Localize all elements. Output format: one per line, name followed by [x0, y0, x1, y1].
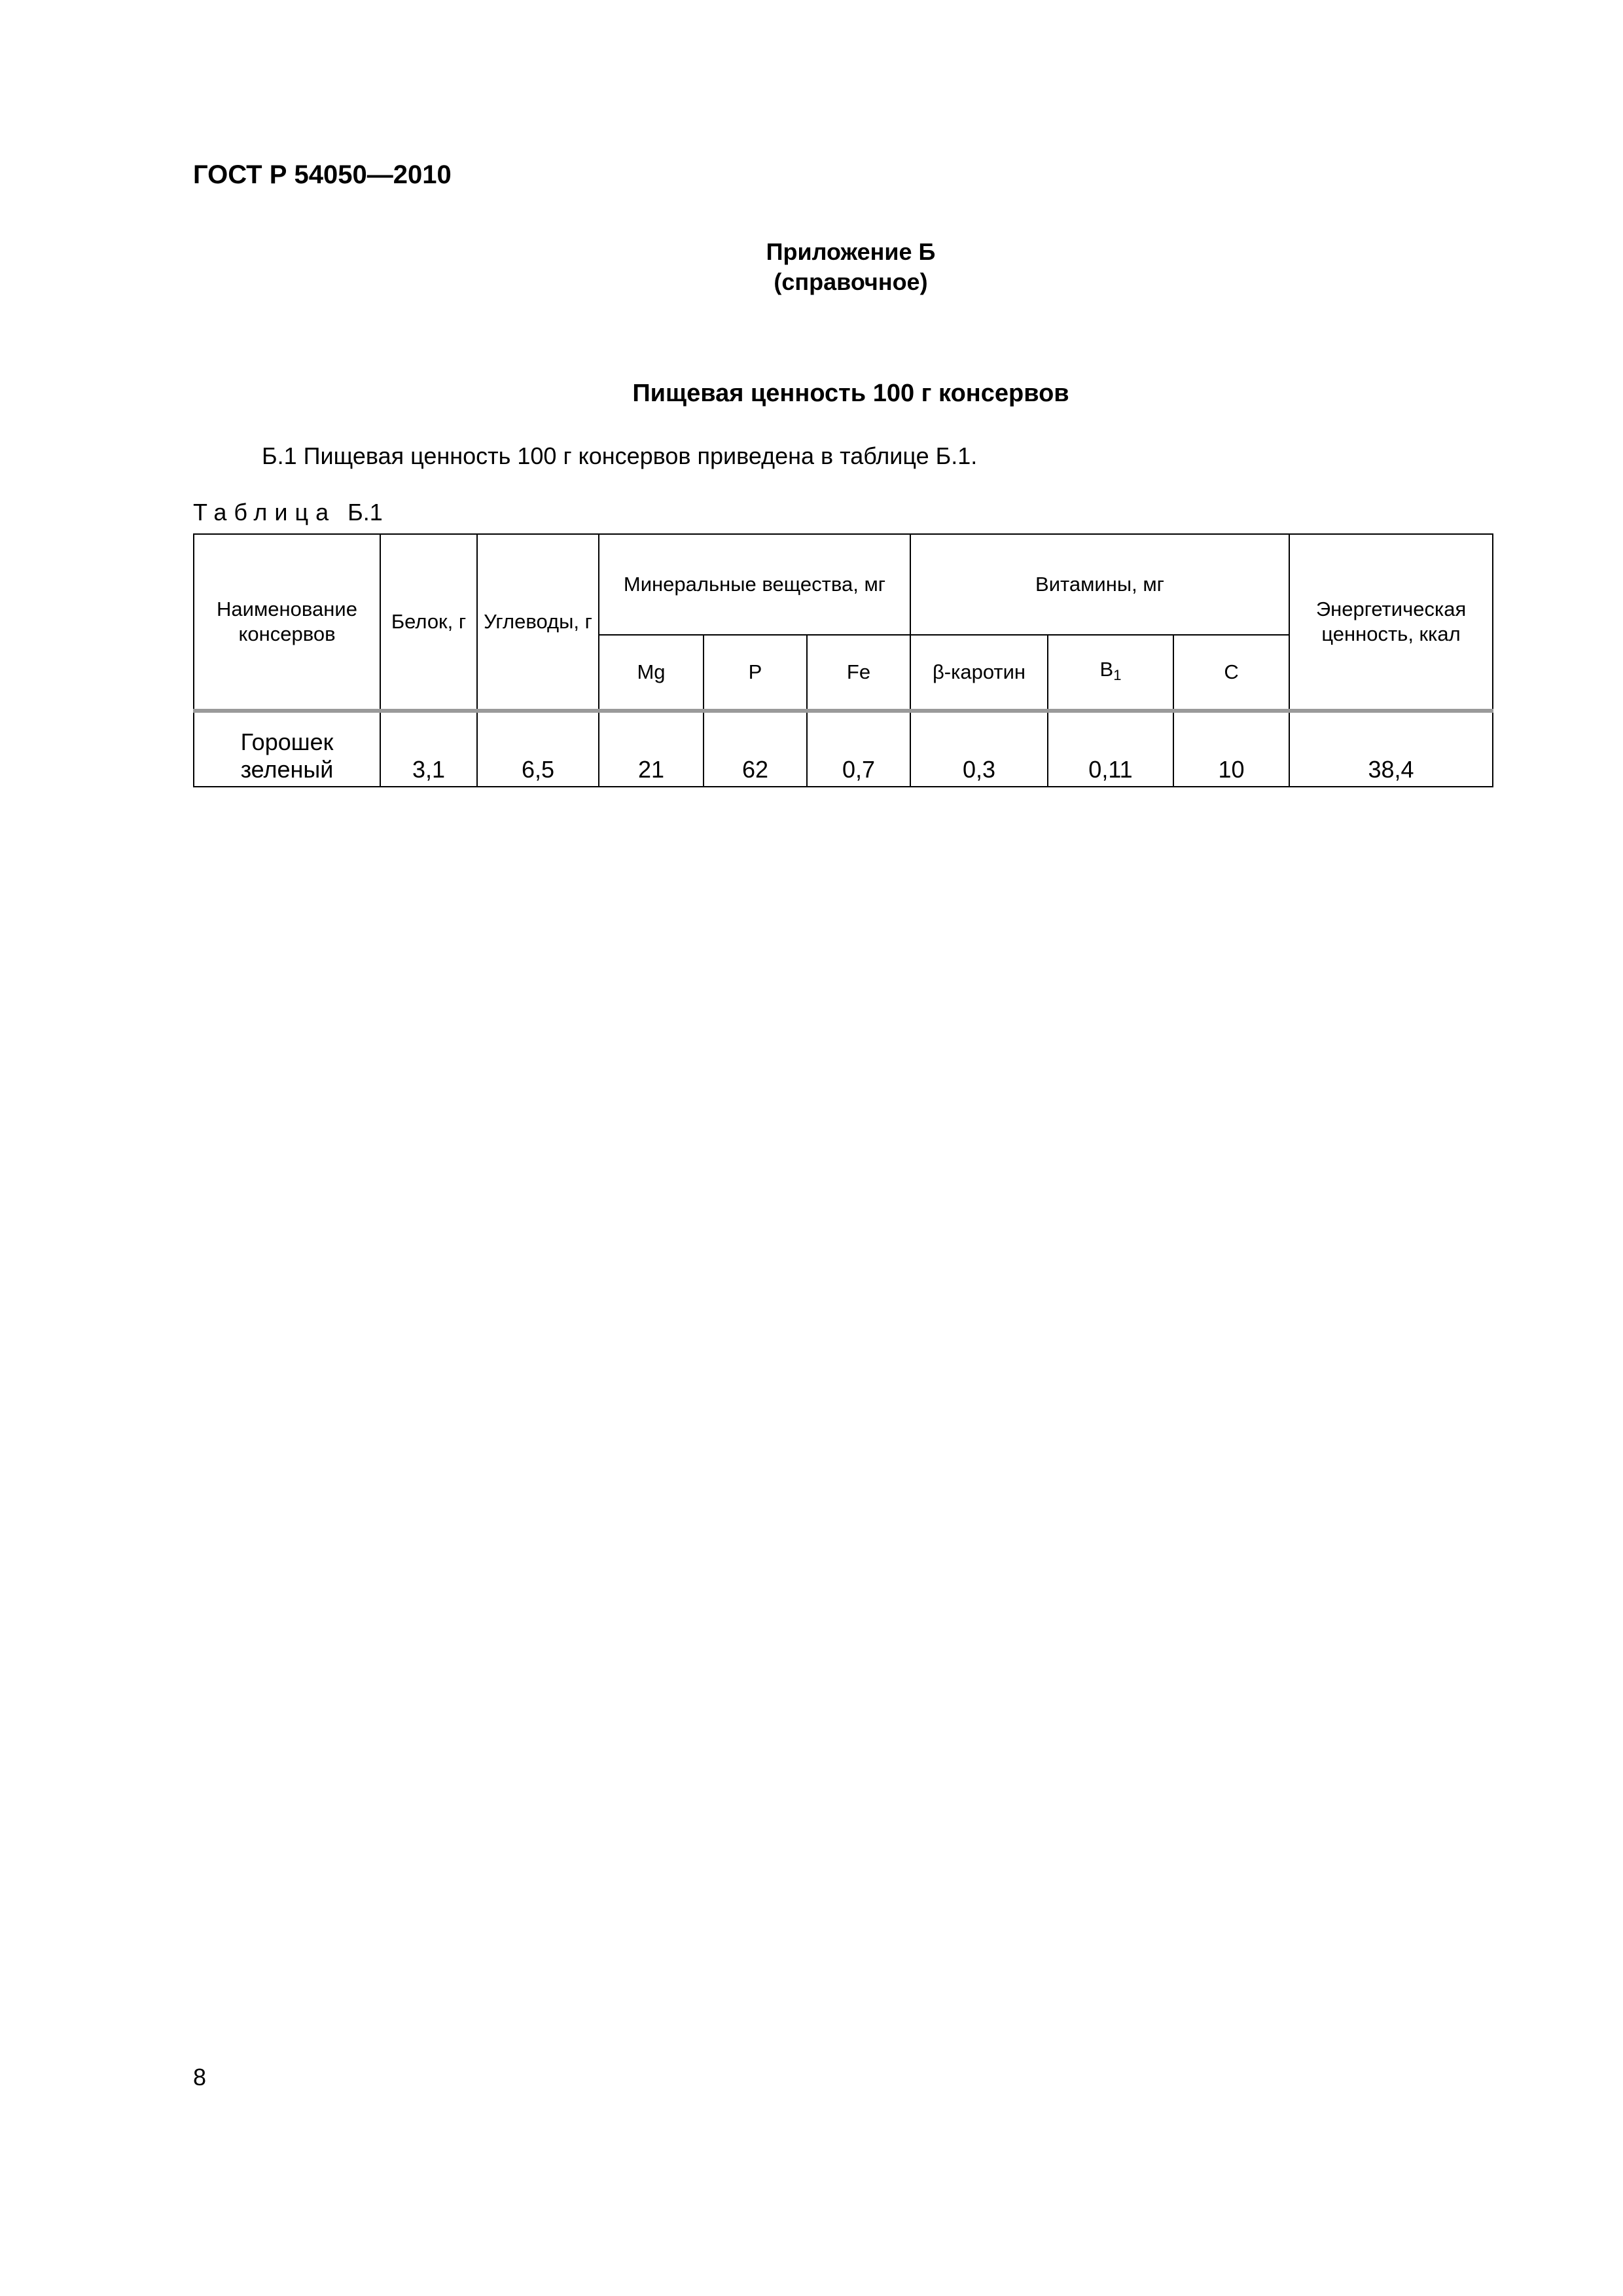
header-mg: Mg	[599, 635, 704, 711]
cell-protein: 3,1	[380, 711, 477, 787]
cell-name	[194, 711, 380, 787]
table-caption-number: Б.1	[348, 499, 383, 526]
header-b1-letter: B	[1099, 657, 1114, 681]
header-energy: Энергетическая ценность, ккал	[1289, 534, 1493, 711]
section-paragraph: Б.1 Пищевая ценность 100 г консервов приведена в таблице Б.1.	[262, 442, 978, 469]
cell-b1: 0,11	[1048, 711, 1173, 787]
header-p: P	[704, 635, 807, 711]
header-b1-subscript: 1	[1113, 666, 1122, 683]
appendix-subtitle: (справочное)	[774, 268, 928, 295]
cell-beta-carotene: 0,3	[910, 711, 1048, 787]
cell-mg: 21	[599, 711, 704, 787]
nutrition-table	[193, 533, 1493, 787]
header-b1	[1048, 635, 1173, 711]
cell-energy: 38,4	[1289, 711, 1493, 787]
header-beta-carotene: β-каротин	[910, 635, 1048, 711]
header-minerals: Минеральные вещества, мг	[599, 534, 910, 635]
header-fe: Fe	[807, 635, 910, 711]
header-protein: Белок, г	[380, 534, 477, 711]
header-name: Наименование консервов	[194, 534, 380, 711]
cell-name-line2: зеленый	[240, 756, 334, 783]
appendix-title: Приложение Б	[766, 238, 936, 265]
appendix-heading	[674, 237, 1027, 297]
cell-p: 62	[704, 711, 807, 787]
table-caption	[193, 499, 383, 526]
table-header-row	[194, 534, 1493, 635]
cell-name-line1: Горошек	[240, 728, 334, 755]
header-vitamins: Витамины, мг	[910, 534, 1289, 635]
section-title: Пищевая ценность 100 г консервов	[632, 380, 1069, 407]
cell-carbs: 6,5	[477, 711, 599, 787]
cell-fe: 0,7	[807, 711, 910, 787]
cell-c: 10	[1173, 711, 1289, 787]
table-caption-word: Таблица	[193, 499, 336, 526]
document-code: ГОСТ Р 54050—2010	[193, 160, 452, 189]
header-carbs: Углеводы, г	[477, 534, 599, 711]
table-row	[194, 711, 1493, 787]
header-c: C	[1173, 635, 1289, 711]
page-number: 8	[193, 2064, 207, 2090]
